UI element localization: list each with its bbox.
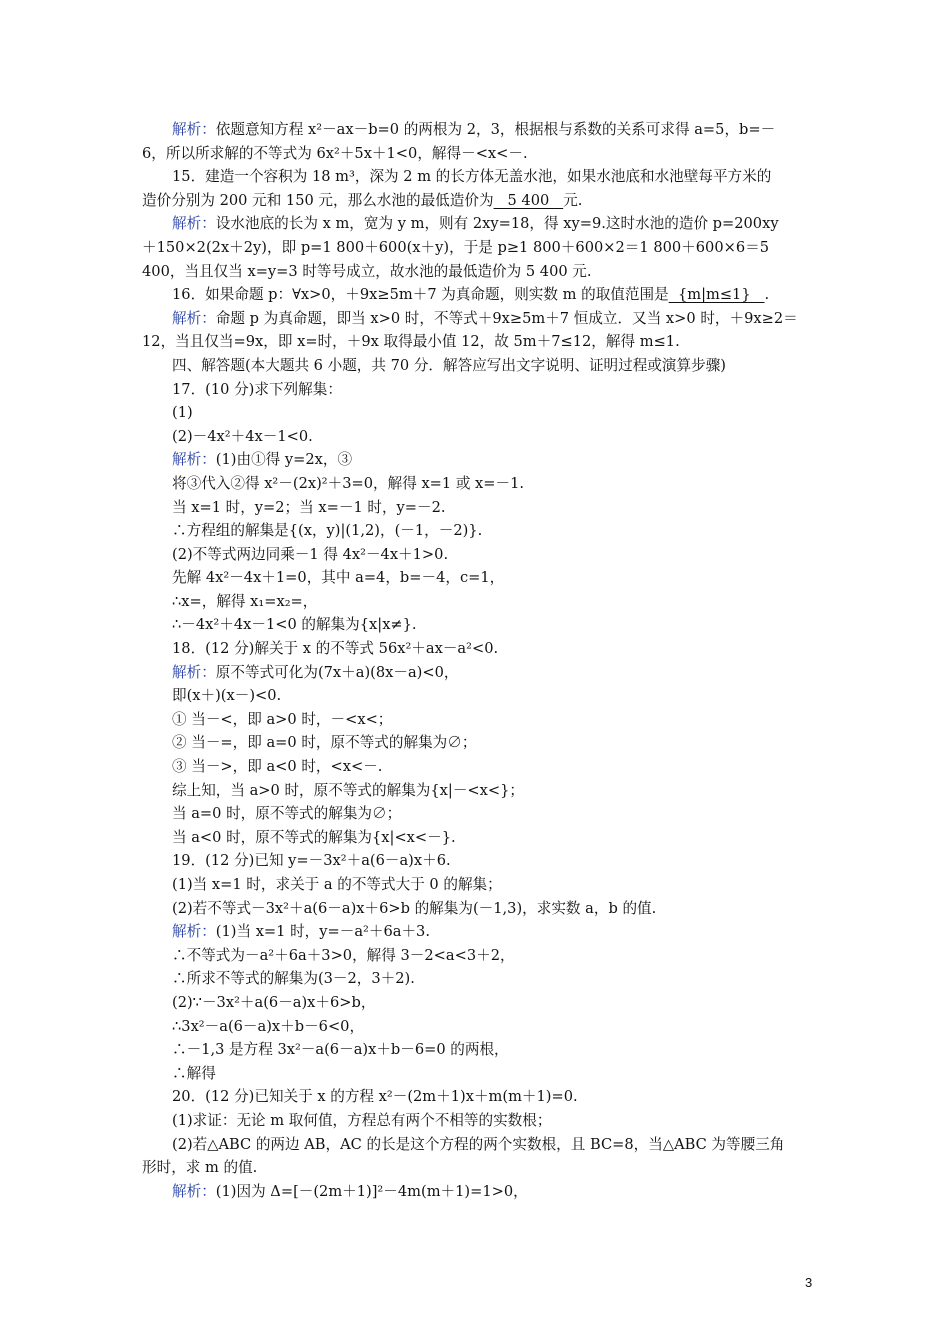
page-number: 3 — [805, 1275, 813, 1290]
line-text: 依题意知方程 x²－ax－b=0 的两根为 2，3，根据根与系数的关系可求得 a=5，b=－ — [215, 121, 776, 138]
text-line — [142, 1180, 818, 1204]
text-line — [142, 1156, 818, 1180]
line-text: ∴x=，解得 x₁=x₂=， — [172, 592, 318, 610]
line-text: ∴方程组的解集是{(x，y)|(1,2)，(－1，－2)}. — [172, 522, 483, 540]
line-text: (2)不等式两边同乘－1 得 4x²－4x＋1>0. — [172, 545, 449, 563]
line-text: 12，当且仅当=9x，即 x=时，＋9x 取得最小值 12，故 5m＋7≤12，解得 m≤1. — [142, 333, 680, 351]
text-line — [142, 566, 818, 590]
text-line — [142, 330, 818, 354]
line-text: (2)若不等式－3x²＋a(6－a)x＋6>b 的解集为(－1,3)，求实数 a，b 的值. — [172, 899, 657, 917]
line-text: 原不等式可化为(7x＋a)(8x－a)<0， — [215, 663, 459, 681]
text-line — [142, 1085, 818, 1109]
text-line — [142, 425, 818, 449]
text-line — [142, 118, 818, 142]
line-text: 当 a=0 时，原不等式的解集为∅； — [172, 805, 402, 823]
line-text: (1)由①得 y=2x，③ — [215, 451, 353, 469]
text-line — [142, 378, 818, 402]
line-text: 当 a<0 时，原不等式的解集为{x|<x<－}. — [172, 828, 456, 846]
line-text: 16．如果命题 p：∀x>0，＋9x≥5m＋7 为真命题，则实数 m 的取值范围是 — [172, 286, 669, 304]
text-line — [142, 684, 818, 708]
analysis-label: 解析： — [172, 121, 216, 138]
text-line — [142, 897, 818, 921]
line-text: ∴－4x²＋4x－1<0 的解集为{x|x≠}. — [172, 616, 417, 634]
line-text: 当 x=1 时，y=2；当 x=－1 时，y=－2. — [172, 498, 446, 516]
fill-in-answer: 5 400 — [493, 191, 564, 209]
line-text: ＋150×2(2x＋2y)，即 p=1 800＋600(x＋y)，于是 p≥1 800＋600×2＝1 800＋600×6＝5 — [142, 238, 770, 256]
line-text: ∴解得 — [172, 1064, 216, 1082]
text-line — [142, 519, 818, 543]
line-text: 20．(12 分)已知关于 x 的方程 x²－(2m＋1)x＋m(m＋1)=0. — [172, 1088, 578, 1106]
line-text: 6，所以所求解的不等式为 6x²＋5x＋1<0，解得－<x<－. — [142, 144, 528, 162]
text-line — [142, 401, 818, 425]
line-text: 15．建造一个容积为 18 m³，深为 2 m 的长方体无盖水池，如果水池底和水池壁每平方米的 — [172, 168, 772, 186]
text-line — [142, 708, 818, 732]
text-line — [142, 307, 818, 331]
line-text: (2)若△ABC 的两边 AB，AC 的长是这个方程的两个实数根，且 BC=8，当△ABC 为等腰三角 — [172, 1135, 785, 1153]
text-line — [142, 496, 818, 520]
line-text: ∴不等式为－a²＋6a＋3>0，解得 3－2<a<3＋2， — [172, 946, 515, 964]
line-text: (1) — [172, 404, 193, 422]
text-line — [142, 802, 818, 826]
text-line — [142, 826, 818, 850]
analysis-label: 解析： — [172, 923, 216, 941]
line-text: 将③代入②得 x²－(2x)²＋3=0，解得 x=1 或 x=－1. — [172, 474, 525, 492]
line-text: ∴－1,3 是方程 3x²－a(6－a)x＋b－6=0 的两根， — [172, 1041, 509, 1059]
text-line — [142, 1133, 818, 1157]
analysis-label: 解析： — [172, 309, 216, 327]
text-line — [142, 212, 818, 236]
line-text: ② 当－=，即 a=0 时，原不等式的解集为∅； — [172, 734, 477, 752]
line-text: 400，当且仅当 x=y=3 时等号成立，故水池的最低造价为 5 400 元. — [142, 262, 592, 280]
line-text: ∴3x²－a(6－a)x＋b－6<0， — [172, 1017, 365, 1035]
analysis-label: 解析： — [172, 215, 216, 233]
text-line — [142, 920, 818, 944]
text-line — [142, 1038, 818, 1062]
line-text: 设水池底的长为 x m，宽为 y m，则有 2xy=18，得 xy=9.这时水池的造价 p=200xy — [215, 215, 779, 233]
text-line — [142, 873, 818, 897]
text-line — [142, 1015, 818, 1039]
line-text-tail: 元. — [563, 191, 583, 209]
line-text: 即(x＋)(x－)<0. — [172, 687, 282, 705]
text-line — [142, 849, 818, 873]
text-line — [142, 991, 818, 1015]
line-text: ① 当－<，即 a>0 时，－<x<； — [172, 710, 393, 728]
line-text: 17．(10 分)求下列解集： — [172, 380, 342, 398]
text-line — [142, 448, 818, 472]
line-text: 造价分别为 200 元和 150 元，那么水池的最低造价为 — [142, 191, 494, 209]
analysis-label: 解析： — [172, 1182, 216, 1200]
line-text: (2)－4x²＋4x－1<0. — [172, 427, 313, 445]
line-text: ③ 当－>，即 a<0 时，<x<－. — [172, 758, 383, 776]
line-text: ∴所求不等式的解集为(3－2，3＋2). — [172, 970, 415, 988]
line-text: (1)当 x=1 时，y=－a²＋6a＋3. — [215, 923, 430, 941]
text-line — [142, 354, 818, 378]
analysis-label: 解析： — [172, 663, 216, 681]
text-line — [142, 142, 818, 166]
fill-in-answer: {m|m≤1} — [668, 286, 765, 304]
line-text: (1)求证：无论 m 取何值，方程总有两个不相等的实数根； — [172, 1111, 552, 1129]
text-line — [142, 472, 818, 496]
line-text: 四、解答题(本大题共 6 小题，共 70 分．解答应写出文字说明、证明过程或演算步骤) — [172, 356, 726, 374]
text-line — [142, 283, 818, 307]
text-line — [142, 260, 818, 284]
text-line — [142, 967, 818, 991]
line-text: 命题 p 为真命题，即当 x>0 时，不等式＋9x≥5m＋7 恒成立．又当 x>0 时，＋9x≥2＝ — [215, 309, 798, 327]
document-body — [142, 118, 818, 1203]
text-line — [142, 189, 818, 213]
line-text: 形时，求 m 的值. — [142, 1159, 258, 1177]
line-text: (2)∵－3x²＋a(6－a)x＋6>b， — [172, 993, 376, 1011]
text-line — [142, 637, 818, 661]
text-line — [142, 543, 818, 567]
text-line — [142, 1109, 818, 1133]
text-line — [142, 731, 818, 755]
line-text: (1)因为 Δ=[－(2m＋1)]²－4m(m＋1)=1>0， — [215, 1182, 528, 1200]
line-text: 19．(12 分)已知 y=－3x²＋a(6－a)x＋6. — [172, 852, 451, 870]
line-text: 综上知，当 a>0 时，原不等式的解集为{x|－<x<}； — [172, 781, 524, 799]
line-text: 先解 4x²－4x＋1=0，其中 a=4，b=－4，c=1， — [172, 569, 505, 587]
line-text: 18．(12 分)解关于 x 的不等式 56x²＋ax－a²<0. — [172, 640, 499, 658]
text-line — [142, 755, 818, 779]
text-line — [142, 613, 818, 637]
text-line — [142, 944, 818, 968]
text-line — [142, 779, 818, 803]
text-line — [142, 236, 818, 260]
line-text-tail: . — [764, 286, 770, 304]
line-text: (1)当 x=1 时，求关于 a 的不等式大于 0 的解集； — [172, 876, 502, 893]
text-line — [142, 590, 818, 614]
text-line — [142, 661, 818, 685]
text-line — [142, 1062, 818, 1086]
analysis-label: 解析： — [172, 451, 216, 469]
text-line — [142, 165, 818, 189]
